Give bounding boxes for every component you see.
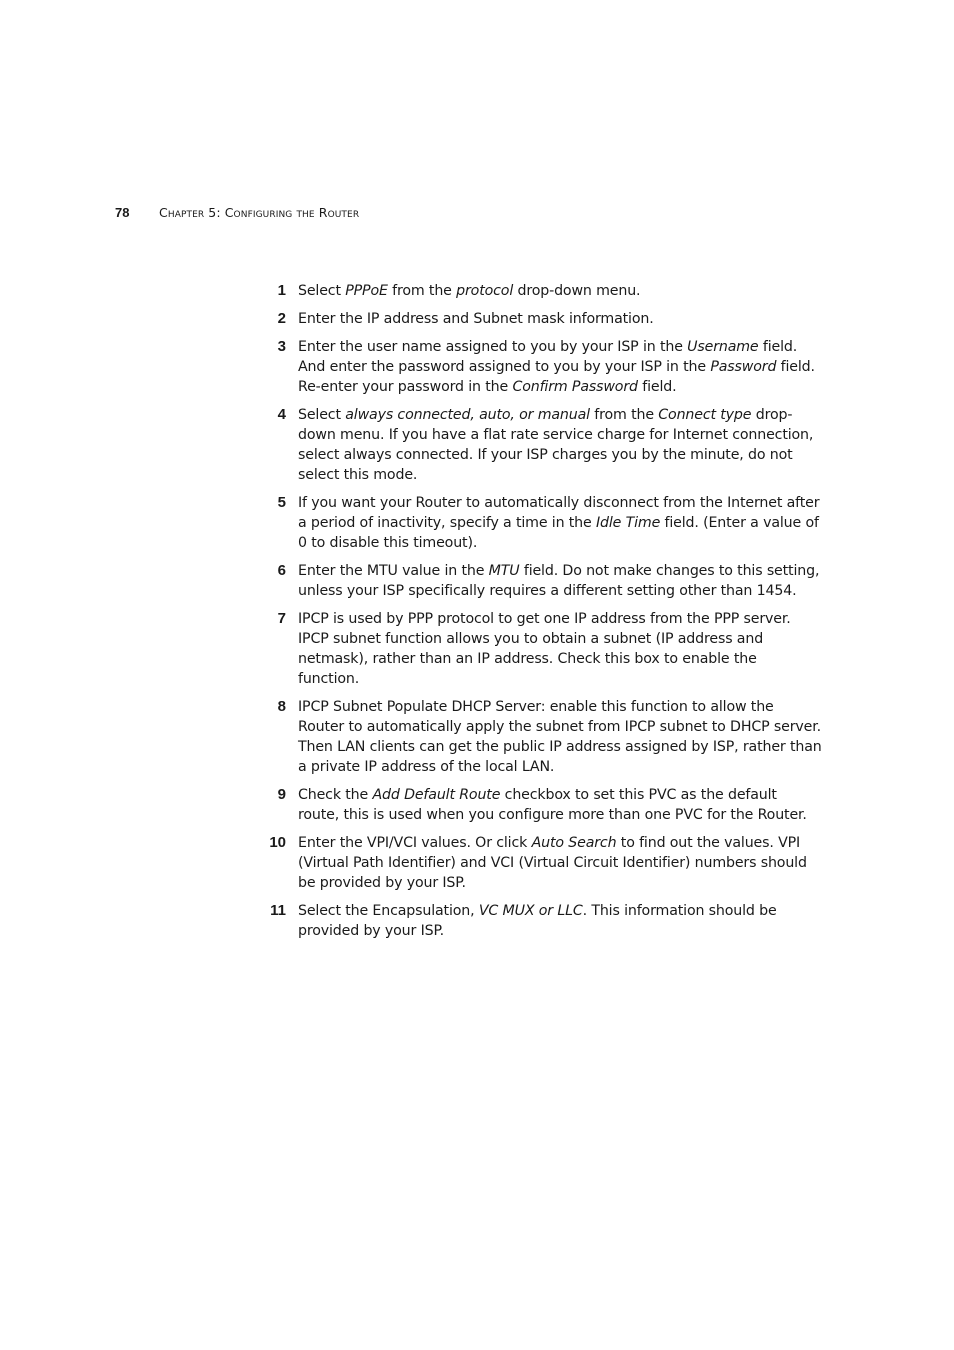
step-text-run: drop-down menu. bbox=[513, 283, 641, 299]
step-text-run: field. (Enter a value of 0 to disable this timeout). bbox=[298, 515, 819, 551]
step-text-run: field. Do not make changes to this setting, unless your ISP specifically requires a different setting other than 1454. bbox=[298, 563, 820, 599]
step-text bbox=[298, 785, 822, 825]
step-text bbox=[298, 561, 822, 601]
step-item bbox=[262, 785, 822, 825]
step-text-emphasis: always connected, auto, or manual bbox=[345, 407, 590, 423]
step-number: 11 bbox=[270, 902, 286, 919]
step-item bbox=[262, 833, 822, 893]
step-text-emphasis: VC MUX or LLC bbox=[478, 903, 583, 919]
step-text-run: IPCP is used by PPP protocol to get one IP address from the PPP server. IPCP subnet function allows you to obtain a subnet (IP address and netmask), rather than an IP address. Check this box to enable the function. bbox=[298, 611, 791, 687]
step-text-emphasis: Confirm Password bbox=[512, 379, 638, 395]
step-text-emphasis: Username bbox=[687, 339, 759, 355]
page-number: 78 bbox=[115, 205, 130, 220]
step-text-emphasis: MTU bbox=[488, 563, 520, 579]
step-item bbox=[262, 493, 822, 553]
step-item bbox=[262, 609, 822, 689]
step-item bbox=[262, 337, 822, 397]
step-text-run: from the bbox=[387, 283, 457, 299]
step-text-run: from the bbox=[589, 407, 659, 423]
step-text bbox=[298, 281, 822, 301]
step-text-run: Enter the VPI/VCI values. Or click bbox=[298, 835, 532, 851]
step-text-emphasis: Idle Time bbox=[595, 515, 661, 531]
step-number: 8 bbox=[277, 698, 286, 715]
step-text-run: IPCP Subnet Populate DHCP Server: enable this function to allow the Router to automatically apply the subnet from IPCP subnet to DHCP server. Then LAN clients can get the public IP address assigned by ISP, rather than a private IP address of the local LAN. bbox=[298, 699, 822, 775]
step-text-run: field. And enter the password assigned to you by your ISP in the bbox=[298, 339, 798, 375]
step-text-run: checkbox to set this PVC as the default route, this is used when you configure more than one PVC for the Router. bbox=[298, 787, 807, 823]
step-number: 3 bbox=[277, 338, 286, 355]
page-header bbox=[115, 205, 359, 225]
step-text-run: Check the bbox=[298, 787, 373, 803]
procedure-steps-list bbox=[262, 281, 822, 949]
step-text-emphasis: Connect type bbox=[658, 407, 752, 423]
step-text-run: Enter the IP address and Subnet mask information. bbox=[298, 311, 654, 327]
step-text-emphasis: Password bbox=[710, 359, 777, 375]
step-number: 1 bbox=[277, 282, 286, 299]
step-item bbox=[262, 901, 822, 941]
step-item bbox=[262, 309, 822, 329]
step-text-run: Enter the user name assigned to you by your ISP in the bbox=[298, 339, 688, 355]
step-text-run: field. Re-enter your password in the bbox=[298, 359, 815, 395]
step-text bbox=[298, 337, 822, 397]
step-number: 9 bbox=[277, 786, 286, 803]
step-number: 5 bbox=[277, 494, 286, 511]
step-text-run: Select bbox=[298, 283, 346, 299]
step-number: 7 bbox=[277, 610, 286, 627]
step-text-emphasis: Add Default Route bbox=[372, 787, 501, 803]
step-text bbox=[298, 405, 822, 485]
step-text-run: drop-down menu. If you have a flat rate service charge for Internet connection, select always connected. If your ISP charges you by the minute, do not select this mode. bbox=[298, 407, 814, 483]
step-number: 4 bbox=[277, 406, 286, 423]
step-text-emphasis: PPPoE bbox=[345, 283, 388, 299]
step-text-run: Select the Encapsulation, bbox=[298, 903, 479, 919]
chapter-title: Chapter 5: Configuring the Router bbox=[159, 205, 360, 220]
step-text bbox=[298, 309, 822, 329]
step-text-run: to find out the values. VPI (Virtual Path Identifier) and VCI (Virtual Circuit Identifier) numbers should be provided by your ISP. bbox=[298, 835, 807, 891]
step-text-run: field. bbox=[637, 379, 677, 395]
step-number: 2 bbox=[277, 310, 286, 327]
step-text-run: . This information should be provided by your ISP. bbox=[298, 903, 777, 939]
step-text-emphasis: Auto Search bbox=[531, 835, 617, 851]
step-item bbox=[262, 697, 822, 777]
step-item bbox=[262, 405, 822, 485]
step-text-emphasis: protocol bbox=[456, 283, 514, 299]
step-text bbox=[298, 697, 822, 777]
step-text bbox=[298, 833, 822, 893]
step-number: 10 bbox=[269, 834, 286, 851]
step-item bbox=[262, 561, 822, 601]
step-number: 6 bbox=[277, 562, 286, 579]
step-text bbox=[298, 901, 822, 941]
step-text-run: Enter the MTU value in the bbox=[298, 563, 489, 579]
step-text bbox=[298, 493, 822, 553]
step-item bbox=[262, 281, 822, 301]
step-text bbox=[298, 609, 822, 689]
step-text-run: If you want your Router to automatically disconnect from the Internet after a period of inactivity, specify a time in the bbox=[298, 495, 820, 531]
step-text-run: Select bbox=[298, 407, 346, 423]
